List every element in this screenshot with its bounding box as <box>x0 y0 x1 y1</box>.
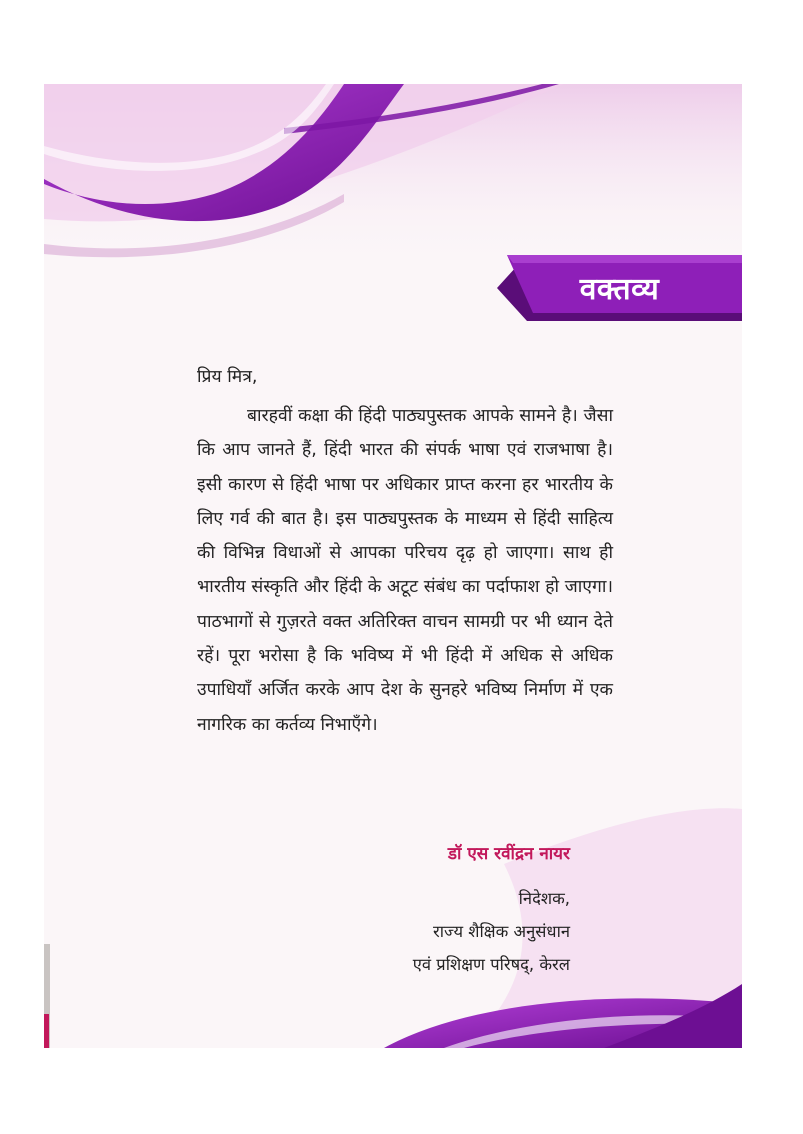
heading-tab <box>497 255 742 321</box>
signatory-name: डॉ एस रवींद्रन नायर <box>447 844 570 864</box>
letter <box>197 362 613 742</box>
salutation: प्रिय मित्र, <box>197 367 258 387</box>
letter-body: बारहवीं कक्षा की हिंदी पाठ्यपुस्तक आपके सामने है। जैसा कि आप जानते हैं, हिंदी भारत की संपर्क भाषा एवं राजभाषा है। इसी कारण से हिंदी भाषा पर अधिकार प्राप्त करना हर भारतीय के लिए गर्व की बात है। इस पाठ्यपुस्तक के माध्यम से हिंदी साहित्य की विभिन्न विधाओं से आपका परिचय दृढ़ हो जाएगा। साथ ही भारतीय संस्कृति और हिंदी के अटूट संबंध का पर्दाफाश हो जाएगा। पाठभागों से गुज़रते वक्त अतिरिक्त वाचन सामग्री पर भी ध्यान देते रहें। पूरा भरोसा है कि भविष्य में भी हिंदी में अधिक से अधिक उपाधियाँ अर्जित करके आप देश के सुनहरे भविष्य निर्माण में एक नागरिक का कर्तव्य निभाएँगे। <box>197 406 613 735</box>
organization-line-2: एवं प्रशिक्षण परिषद्, केरल <box>412 955 570 974</box>
page-title: वक्तव्य <box>579 272 660 307</box>
organization-line-1: राज्य शैक्षिक अनुसंधान <box>432 922 570 941</box>
signature-block <box>330 840 570 981</box>
left-edge-red <box>44 1014 49 1048</box>
signatory-designation: निदेशक, <box>518 889 570 908</box>
